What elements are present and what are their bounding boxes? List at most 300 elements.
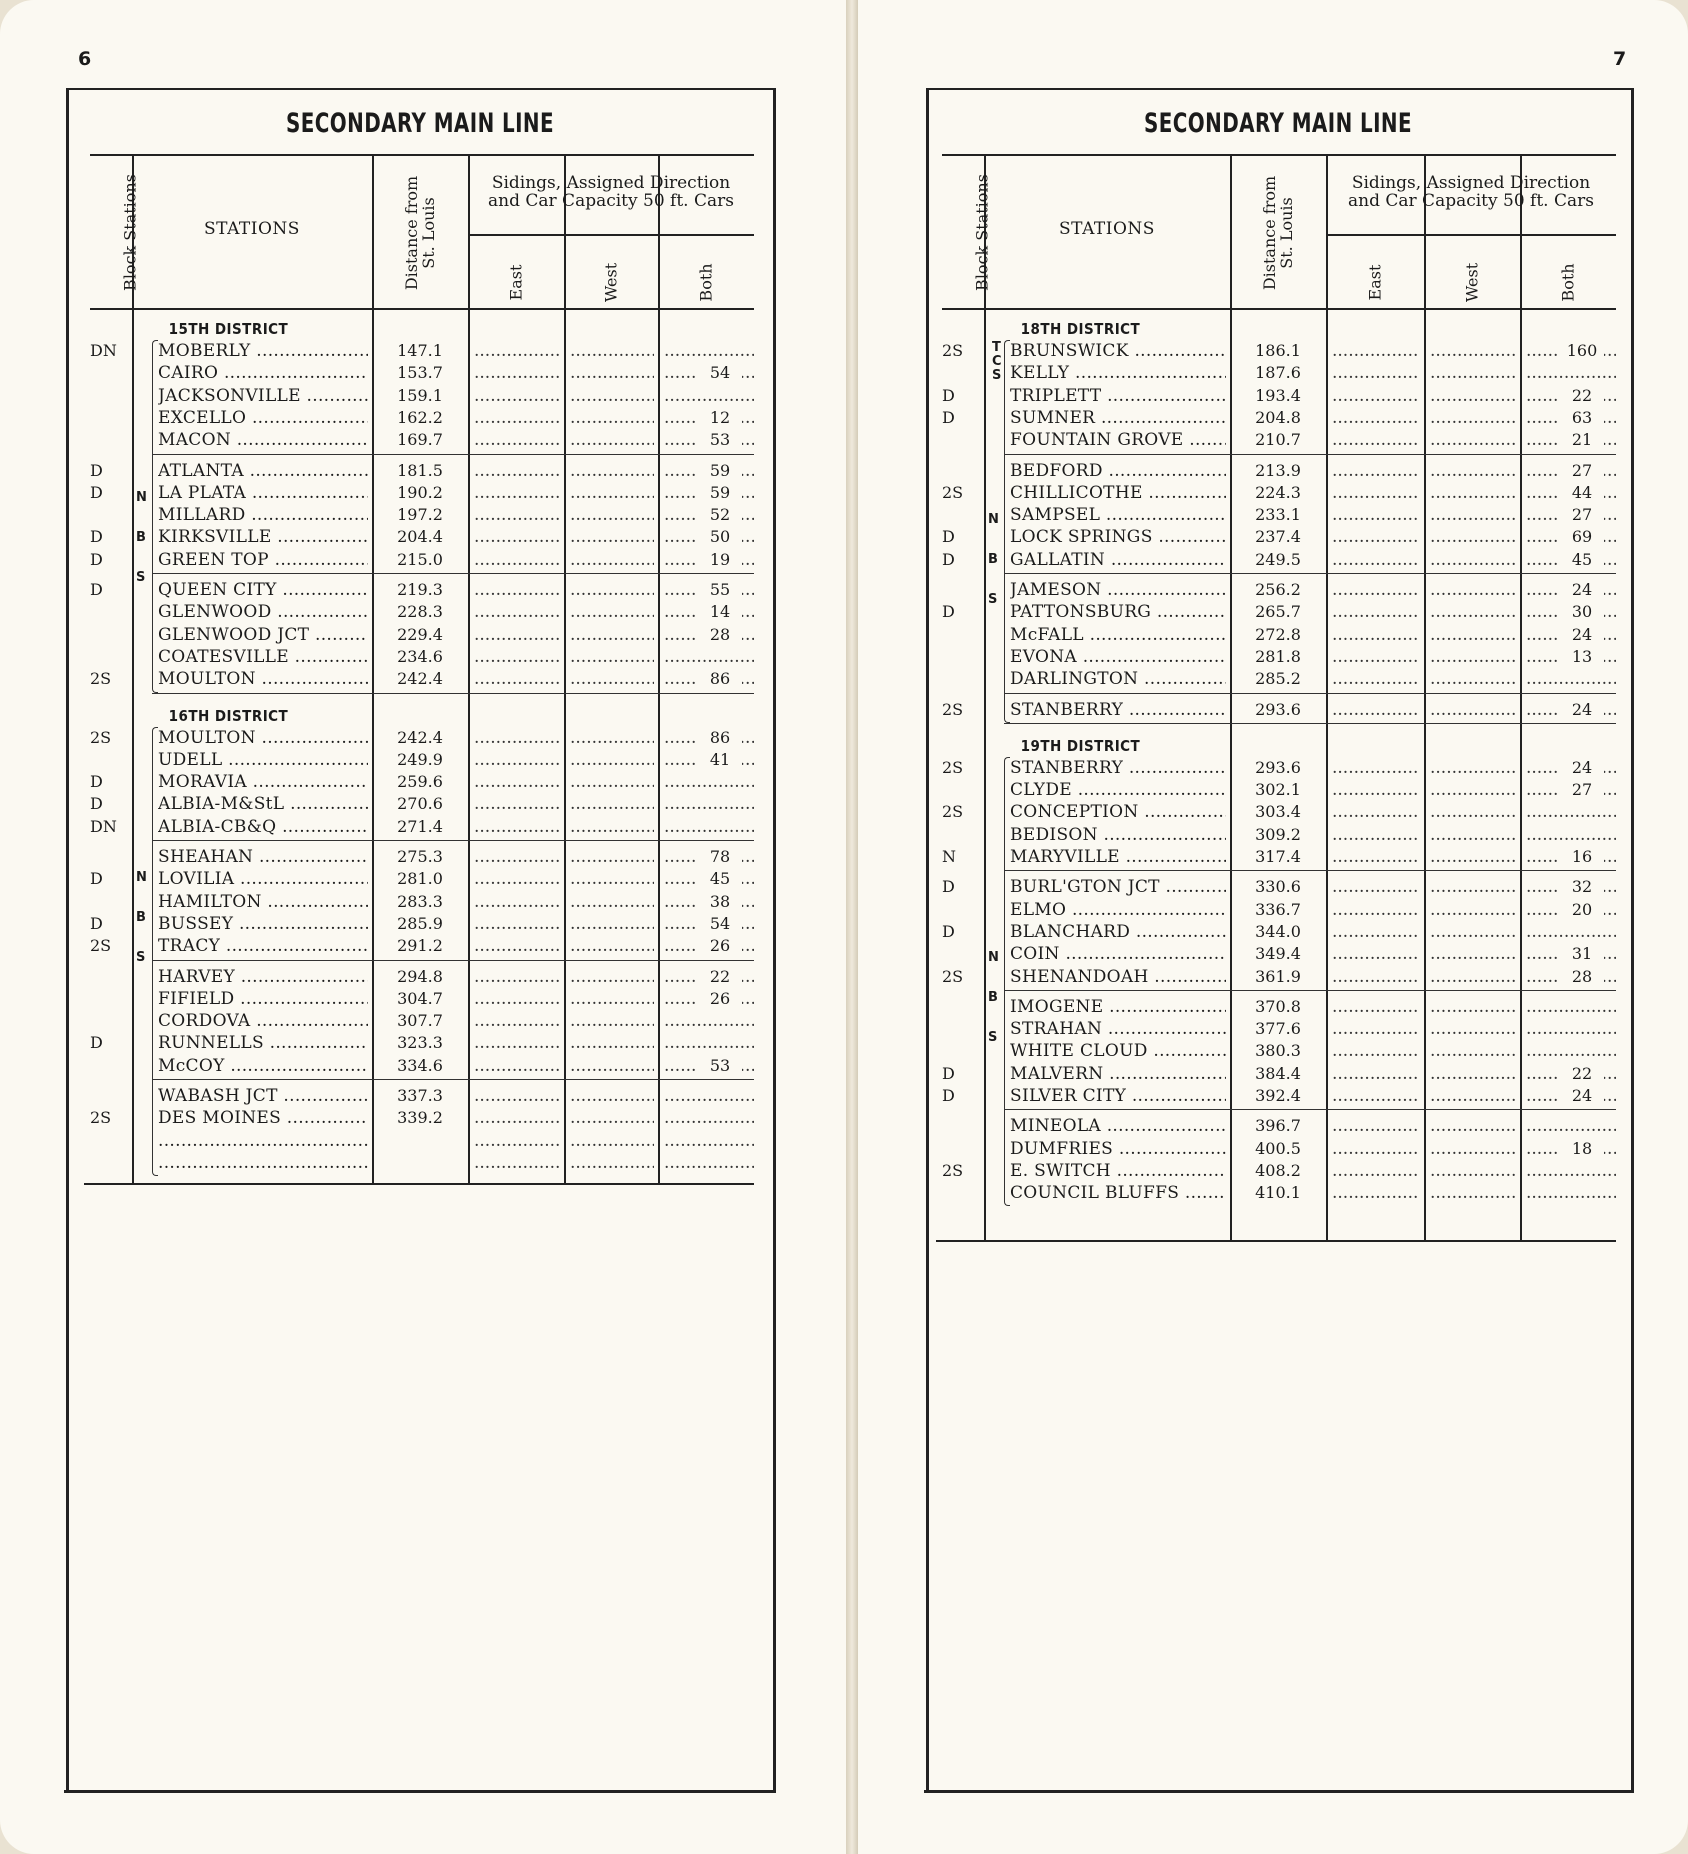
- both-capacity: 24: [1560, 579, 1604, 601]
- distance-value: 233.1: [1255, 505, 1301, 525]
- west-dots: [1430, 362, 1516, 384]
- block-station-code: D: [90, 527, 103, 547]
- table-row: [942, 824, 1616, 846]
- west-dots: [1430, 340, 1516, 362]
- station-name: CAIRO .....: [158, 362, 368, 384]
- east-dots: [1332, 899, 1420, 921]
- west-dots: [1430, 601, 1516, 623]
- distance-value: 285.9: [397, 913, 443, 933]
- table-row: [942, 646, 1616, 668]
- distance-value: 304.7: [397, 988, 443, 1008]
- west-dots: [1430, 504, 1516, 526]
- table-row: [90, 749, 754, 771]
- distance-value: 204.8: [1255, 407, 1301, 427]
- west-dots: [1430, 876, 1516, 898]
- table-row: [942, 482, 1616, 504]
- distance-value: 303.4: [1255, 802, 1301, 822]
- both-capacity: 21: [1560, 429, 1604, 451]
- west-dots: [1430, 824, 1516, 846]
- station-name: ALBIA-M&StL .....: [158, 793, 368, 815]
- distance-value: 339.2: [397, 1108, 443, 1128]
- east-dots: [1332, 579, 1420, 601]
- both-capacity: 54: [698, 913, 742, 935]
- east-dots: [474, 727, 560, 749]
- east-dots: [1332, 340, 1420, 362]
- east-dots: [474, 429, 560, 451]
- district-heading: 18TH DISTRICT: [1020, 320, 1141, 338]
- west-dots: [1430, 943, 1516, 965]
- table-row: [942, 1018, 1616, 1040]
- station-name: JACKSONVILLE .....: [158, 385, 368, 407]
- east-dots: [474, 966, 560, 988]
- table-row: [942, 407, 1616, 429]
- both-capacity: 22: [1560, 1063, 1604, 1085]
- west-dots: [1430, 1063, 1516, 1085]
- west-dots: [1430, 846, 1516, 868]
- table-row: [942, 846, 1616, 868]
- east-dots: [474, 1152, 560, 1174]
- station-name: RUNNELLS .....: [158, 1032, 368, 1054]
- group-separator: [152, 840, 754, 841]
- tcs-letter: C: [992, 354, 1002, 369]
- station-name: WHITE CLOUD .....: [1010, 1040, 1226, 1062]
- distance-value: 169.7: [397, 430, 443, 450]
- table-row: [942, 340, 1616, 362]
- distance-value: 215.0: [397, 549, 443, 569]
- west-dots: [1430, 526, 1516, 548]
- signal-system-letter: B: [136, 910, 146, 925]
- stations-header: STATIONS: [1059, 219, 1155, 239]
- distance-value: 344.0: [1255, 921, 1301, 941]
- group-separator: [152, 573, 754, 574]
- both-dots: [1526, 668, 1616, 690]
- table-row: [90, 1032, 754, 1054]
- distance-value: 272.8: [1255, 624, 1301, 644]
- both-dots: [1526, 1040, 1616, 1062]
- station-name: EXCELLO .....: [158, 407, 368, 429]
- east-dots: [1332, 966, 1420, 988]
- west-dots: [1430, 646, 1516, 668]
- signal-system-letter: N: [136, 490, 147, 505]
- page-title: SECONDARY MAIN LINE: [285, 108, 555, 139]
- distance-value: 193.4: [1255, 385, 1301, 405]
- west-dots: [570, 601, 654, 623]
- both-capacity: 24: [1560, 699, 1604, 721]
- east-dots: [474, 340, 560, 362]
- table-row: [942, 779, 1616, 801]
- station-name: McCOY .....: [158, 1055, 368, 1077]
- station-name: COUNCIL BLUFFS .....: [1010, 1182, 1226, 1204]
- table-row: [90, 1055, 754, 1077]
- west-dots: [570, 935, 654, 957]
- east-dots: [1332, 699, 1420, 721]
- distance-value: 213.9: [1255, 460, 1301, 480]
- distance-value: 334.6: [397, 1055, 443, 1075]
- east-dots: [1332, 624, 1420, 646]
- group-separator: [1004, 990, 1616, 991]
- east-dots: [474, 362, 560, 384]
- east-dots: [1332, 482, 1420, 504]
- west-dots: [570, 868, 654, 890]
- west-dots: [570, 526, 654, 548]
- station-name: MACON .....: [158, 429, 368, 451]
- table-row: [90, 482, 754, 504]
- district-heading: 15TH DISTRICT: [168, 320, 289, 338]
- distance-value: 337.3: [397, 1086, 443, 1105]
- distance-header: Distance from St. Louis: [1260, 175, 1296, 291]
- table-row: [942, 921, 1616, 943]
- both-capacity: 26: [698, 988, 742, 1010]
- west-dots: [1430, 1160, 1516, 1182]
- station-name: ATLANTA .....: [158, 460, 368, 482]
- distance-value: 377.6: [1255, 1019, 1301, 1039]
- table-row: [90, 771, 754, 793]
- station-name: KELLY .....: [1010, 362, 1226, 384]
- block-station-code: D: [942, 549, 955, 569]
- west-dots: [570, 362, 654, 384]
- block-station-code: 2S: [90, 1108, 112, 1128]
- district-bracket: [1004, 757, 1010, 1207]
- header-bottom-rule: [942, 308, 1616, 310]
- east-dots: [474, 771, 560, 793]
- both-capacity: 31: [1560, 943, 1604, 965]
- west-dots: [1430, 549, 1516, 571]
- east-dots: [474, 1010, 560, 1032]
- station-name: DES MOINES .....: [158, 1107, 368, 1129]
- station-name: ALBIA-CB&Q .....: [158, 816, 368, 838]
- distance-value: 224.3: [1255, 482, 1301, 502]
- both-capacity: 22: [698, 966, 742, 988]
- east-dots: [1332, 779, 1420, 801]
- block-station-code: 2S: [942, 699, 964, 719]
- table-row: [90, 429, 754, 451]
- table-row: [942, 757, 1616, 779]
- table-row: [90, 868, 754, 890]
- east-dots: [474, 624, 560, 646]
- both-capacity: 16: [1560, 846, 1604, 868]
- distance-value: 291.2: [397, 936, 443, 956]
- page-number: 6: [78, 48, 92, 70]
- east-dots: [474, 868, 560, 890]
- station-name: LOCK SPRINGS .....: [1010, 526, 1226, 548]
- east-dots: [1332, 601, 1420, 623]
- distance-value: 153.7: [397, 363, 443, 383]
- distance-value: 302.1: [1255, 780, 1301, 800]
- station-name: SUMNER .....: [1010, 407, 1226, 429]
- block-station-code: 2S: [90, 727, 112, 747]
- east-dots: [1332, 1138, 1420, 1160]
- table-row: [942, 385, 1616, 407]
- west-dots: [570, 407, 654, 429]
- west-dots: [1430, 1018, 1516, 1040]
- station-name: McFALL .....: [1010, 624, 1226, 646]
- distance-value: 392.4: [1255, 1086, 1301, 1105]
- both-capacity: 24: [1560, 624, 1604, 646]
- both-capacity: 27: [1560, 779, 1604, 801]
- station-name: GALLATIN .....: [1010, 549, 1226, 571]
- west-dots: [570, 966, 654, 988]
- header-top-rule: [942, 154, 1616, 156]
- distance-value: 293.6: [1255, 757, 1301, 777]
- station-name: BLANCHARD .....: [1010, 921, 1226, 943]
- east-dots: [1332, 1160, 1420, 1182]
- station-name: MINEOLA .....: [1010, 1115, 1226, 1137]
- both-capacity: 45: [698, 868, 742, 890]
- both-capacity: 12: [698, 407, 742, 429]
- station-name: STANBERRY .....: [1010, 757, 1226, 779]
- distance-value: 181.5: [397, 460, 443, 480]
- signal-system-letter: S: [988, 592, 998, 607]
- distance-value: 410.1: [1255, 1183, 1301, 1203]
- west-dots: [570, 668, 654, 690]
- east-dots: [1332, 921, 1420, 943]
- west-dots: [570, 340, 654, 362]
- table-row: [90, 935, 754, 957]
- table-row: [90, 1085, 754, 1107]
- both-capacity: 52: [698, 504, 742, 526]
- table-row: [942, 943, 1616, 965]
- distance-header: Distance from St. Louis: [402, 175, 438, 291]
- both-capacity: 28: [1560, 966, 1604, 988]
- both-capacity: 53: [698, 1055, 742, 1077]
- both-capacity: 24: [1560, 757, 1604, 779]
- station-name: MILLARD .....: [158, 504, 368, 526]
- distance-value: 229.4: [397, 624, 443, 644]
- east-dots: [474, 988, 560, 1010]
- both-dots: [1526, 362, 1616, 384]
- west-dots: [570, 1085, 654, 1107]
- distance-value: 265.7: [1255, 602, 1301, 622]
- distance-value: 204.4: [397, 527, 443, 547]
- both-capacity: 59: [698, 460, 742, 482]
- distance-value: 309.2: [1255, 824, 1301, 844]
- west-dots: [1430, 899, 1516, 921]
- block-station-code: D: [942, 921, 955, 941]
- signal-system-letter: N: [988, 512, 999, 527]
- station-name: COIN .....: [1010, 943, 1226, 965]
- table-row: [90, 988, 754, 1010]
- block-station-code: D: [90, 460, 103, 480]
- district-bracket: [152, 340, 158, 693]
- east-dots: [474, 460, 560, 482]
- west-dots: [1430, 1182, 1516, 1204]
- group-separator: [152, 1079, 754, 1080]
- both-capacity: 50: [698, 526, 742, 548]
- station-name: ELMO .....: [1010, 899, 1226, 921]
- table-row: [942, 668, 1616, 690]
- west-dots: [1430, 699, 1516, 721]
- both-dots: [1526, 1115, 1616, 1137]
- both-capacity: 22: [1560, 385, 1604, 407]
- signal-system-letter: N: [988, 950, 999, 965]
- table-row: [942, 1160, 1616, 1182]
- east-dots: [474, 668, 560, 690]
- block-station-code: D: [90, 482, 103, 502]
- tcs-letter: S: [992, 368, 1002, 383]
- group-separator: [152, 960, 754, 961]
- both-capacity: 26: [698, 935, 742, 957]
- east-dots: [474, 1130, 560, 1152]
- signal-system-letter: B: [988, 990, 998, 1005]
- west-dots: [1430, 801, 1516, 823]
- both-capacity: 53: [698, 429, 742, 451]
- both-dots: [664, 771, 754, 793]
- both-dots: [1526, 996, 1616, 1018]
- table-row: [942, 966, 1616, 988]
- station-name: CLYDE .....: [1010, 779, 1226, 801]
- west-dots: [570, 504, 654, 526]
- block-station-code: D: [942, 877, 955, 897]
- distance-value: 219.3: [397, 580, 443, 599]
- table-row: [90, 579, 754, 601]
- east-dots: [1332, 504, 1420, 526]
- station-name: WABASH JCT .....: [158, 1085, 368, 1107]
- west-dots: [570, 816, 654, 838]
- table-row: [942, 1182, 1616, 1204]
- table-row: [942, 1085, 1616, 1107]
- east-dots: [1332, 429, 1420, 451]
- block-station-code: D: [942, 527, 955, 547]
- both-dots: [664, 1010, 754, 1032]
- distance-value: 186.1: [1255, 341, 1301, 360]
- station-name: MARYVILLE .....: [1010, 846, 1226, 868]
- distance-value: 242.4: [397, 669, 443, 689]
- west-dots: [570, 1032, 654, 1054]
- table-row: [942, 801, 1616, 823]
- west-dots: [1430, 407, 1516, 429]
- page-bottom-rule: [924, 1790, 1634, 1793]
- signal-system-letter: S: [988, 1030, 998, 1045]
- both-dots: [664, 793, 754, 815]
- both-dots: [1526, 1182, 1616, 1204]
- both-dots: [664, 1152, 754, 1174]
- table-row: [942, 1138, 1616, 1160]
- west-dots: [1430, 779, 1516, 801]
- station-name: DUMFRIES .....: [1010, 1138, 1226, 1160]
- district-heading: 19TH DISTRICT: [1020, 736, 1141, 755]
- both-dots: [664, 1085, 754, 1107]
- header-top-rule: [90, 154, 754, 156]
- distance-value: 336.7: [1255, 899, 1301, 919]
- table-row: [90, 624, 754, 646]
- distance-value: 234.6: [397, 646, 443, 666]
- station-name: [158, 1152, 368, 1174]
- west-dots: [570, 646, 654, 668]
- distance-value: 190.2: [397, 482, 443, 502]
- both-capacity: 55: [698, 579, 742, 601]
- signal-system-letter: B: [988, 552, 998, 567]
- station-name: TRACY .....: [158, 935, 368, 957]
- group-separator: [1004, 454, 1616, 455]
- block-station-code: DN: [90, 341, 117, 360]
- distance-value: 256.2: [1255, 580, 1301, 599]
- west-dots: [570, 460, 654, 482]
- distance-value: 162.2: [397, 407, 443, 427]
- station-name: EVONA .....: [1010, 646, 1226, 668]
- east-dots: [1332, 824, 1420, 846]
- table-row: [90, 1130, 754, 1152]
- table-row: [90, 1010, 754, 1032]
- both-dots: [1526, 824, 1616, 846]
- group-separator: [152, 693, 754, 694]
- both-dots: [1526, 1018, 1616, 1040]
- east-dots: [474, 913, 560, 935]
- west-dots: [570, 579, 654, 601]
- station-name: UDELL .....: [158, 749, 368, 771]
- group-separator: [1004, 723, 1616, 724]
- block-stations-header: Block Stations: [120, 174, 140, 291]
- west-dots: [1430, 1138, 1516, 1160]
- both-capacity: 54: [698, 362, 742, 384]
- page-bottom-rule: [64, 1790, 776, 1793]
- west-header: West: [1462, 262, 1482, 303]
- east-header: East: [1365, 264, 1385, 301]
- table-row: [90, 1107, 754, 1129]
- table-row: [942, 579, 1616, 601]
- block-station-code: D: [942, 1086, 955, 1105]
- west-dots: [1430, 482, 1516, 504]
- block-station-code: 2S: [90, 669, 112, 689]
- station-name: BEDFORD .....: [1010, 460, 1226, 482]
- west-dots: [1430, 921, 1516, 943]
- signal-system-letter: S: [136, 950, 146, 965]
- station-name: MOBERLY .....: [158, 340, 368, 362]
- both-capacity: 28: [698, 624, 742, 646]
- table-row: [942, 526, 1616, 548]
- table-row: [90, 793, 754, 815]
- west-dots: [1430, 460, 1516, 482]
- distance-value: 285.2: [1255, 669, 1301, 689]
- west-dots: [1430, 1040, 1516, 1062]
- east-dots: [474, 1107, 560, 1129]
- east-dots: [1332, 801, 1420, 823]
- table-row: [942, 601, 1616, 623]
- distance-value: 370.8: [1255, 996, 1301, 1016]
- group-separator: [1004, 573, 1616, 574]
- distance-value: 323.3: [397, 1033, 443, 1053]
- distance-value: 294.8: [397, 966, 443, 986]
- table-row: [90, 460, 754, 482]
- west-dots: [570, 771, 654, 793]
- east-dots: [474, 482, 560, 504]
- table-bottom-rule: [936, 1240, 1616, 1242]
- station-name: TRIPLETT .....: [1010, 385, 1226, 407]
- west-dots: [570, 385, 654, 407]
- both-capacity: 160: [1560, 340, 1604, 362]
- east-dots: [1332, 668, 1420, 690]
- east-dots: [474, 1055, 560, 1077]
- block-station-code: D: [90, 869, 103, 889]
- east-dots: [474, 891, 560, 913]
- east-dots: [1332, 1040, 1420, 1062]
- block-station-code: 2S: [942, 1160, 964, 1180]
- west-dots: [570, 429, 654, 451]
- sidings-header: Sidings, Assigned Direction and Car Capacity 50 ft. Cars: [488, 173, 734, 211]
- both-capacity: 44: [1560, 482, 1604, 504]
- station-name: GREEN TOP .....: [158, 549, 368, 571]
- block-station-code: D: [90, 913, 103, 933]
- station-name: CORDOVA .....: [158, 1010, 368, 1032]
- distance-value: 249.9: [397, 749, 443, 769]
- west-dots: [570, 1010, 654, 1032]
- distance-value: 384.4: [1255, 1063, 1301, 1083]
- signal-system-letter: B: [136, 530, 146, 545]
- east-dots: [1332, 1115, 1420, 1137]
- table-row: [90, 646, 754, 668]
- block-station-code: D: [90, 794, 103, 814]
- both-capacity: 38: [698, 891, 742, 913]
- table-row: [90, 668, 754, 690]
